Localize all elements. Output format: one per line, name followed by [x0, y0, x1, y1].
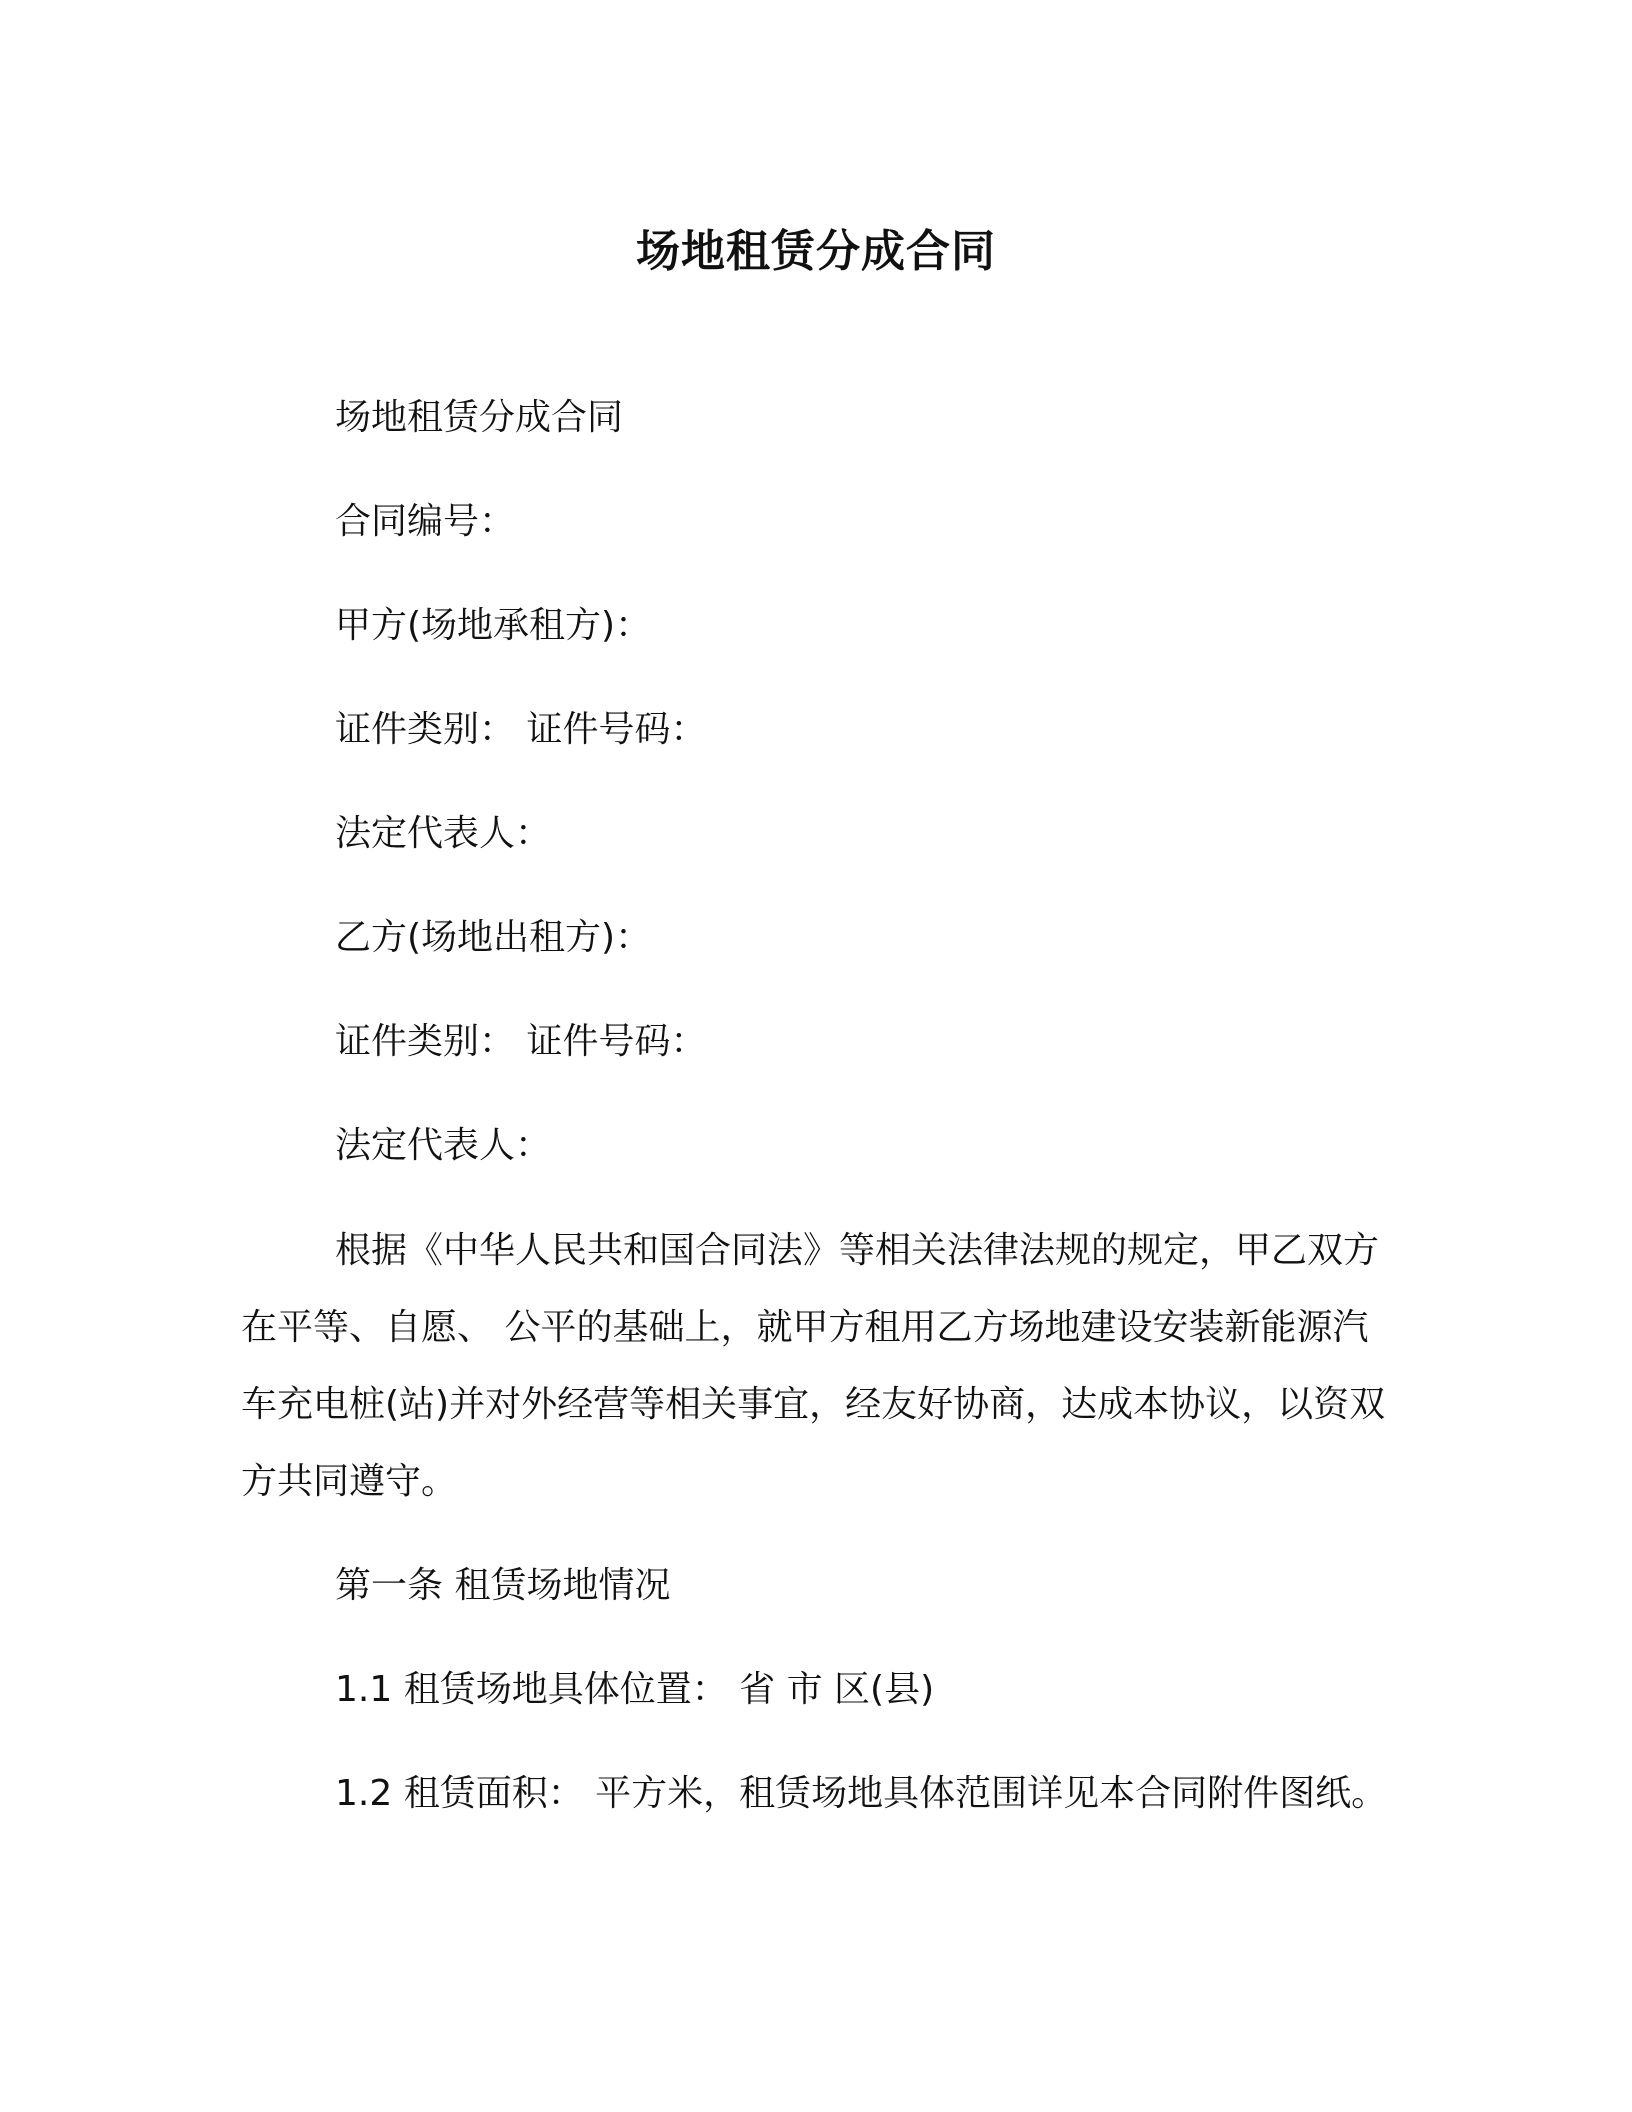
- contract-number-line: 合同编号：: [335, 501, 516, 542]
- party-b-id-line: 证件类别： 证件号码：: [335, 1021, 707, 1062]
- document-body: [241, 392, 1391, 1872]
- party-a-id-line: 证件类别： 证件号码：: [335, 709, 707, 750]
- clause-heading: 第一条 租赁场地情况: [335, 1565, 671, 1606]
- document-title: 场地租赁分成合同: [636, 226, 996, 277]
- party-a-line: 甲方(场地承租方)：: [335, 605, 652, 646]
- party-b-representative-line: 法定代表人：: [335, 1125, 552, 1166]
- clause-item: 1.2 租赁面积： 平方米，租赁场地具体范围详见本合同附件图纸。: [335, 1773, 1388, 1814]
- party-a-representative-line: 法定代表人：: [335, 813, 552, 854]
- clause-item: 1.1 租赁场地具体位置： 省 市 区(县): [335, 1669, 935, 1710]
- contract-heading-line: 场地租赁分成合同: [335, 397, 624, 438]
- party-b-line: 乙方(场地出租方)：: [335, 917, 652, 958]
- preamble-paragraph: 根据《中华人民共和国合同法》等相关法律法规的规定，甲乙双方在平等、自愿、 公平的基础上，就甲方租用乙方场地建设安装新能源汽车充电桩(站)并对外经营等相关事宜，经友好协商，达成本协议，以资双方共同遵守。: [241, 1230, 1386, 1502]
